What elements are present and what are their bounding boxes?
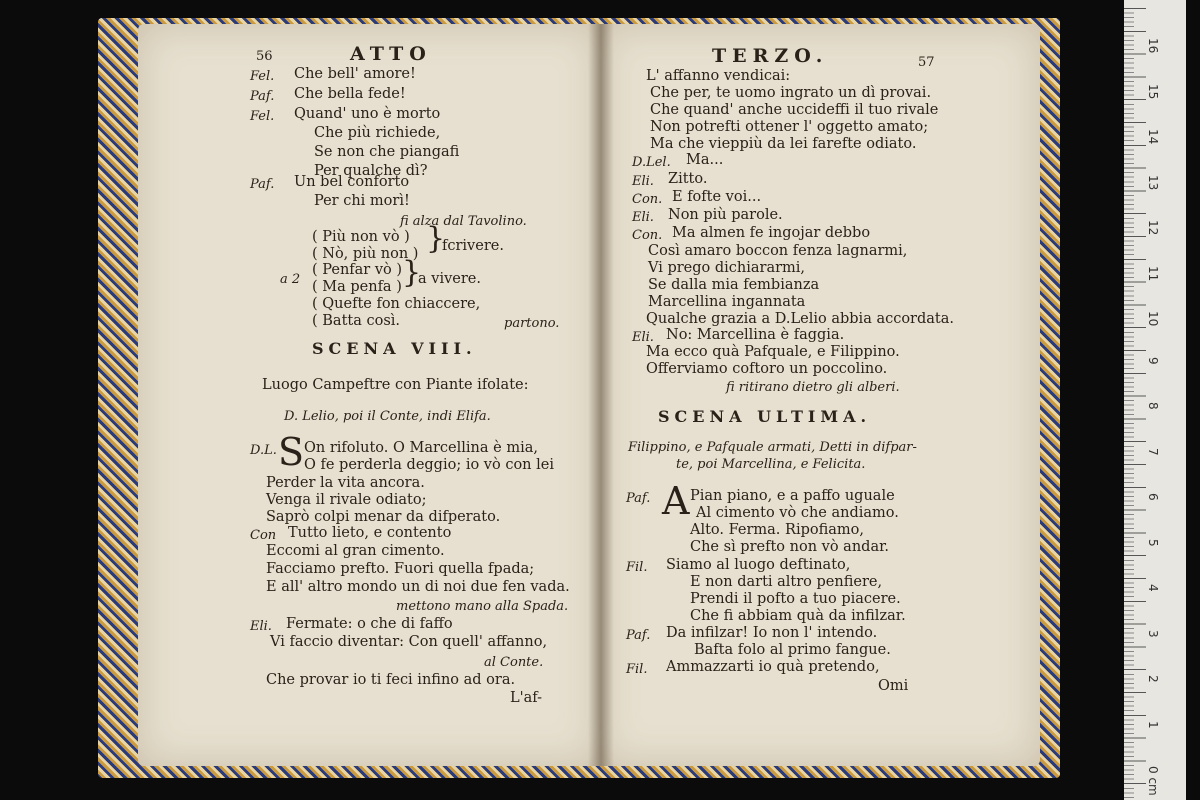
verse-line: Che più richiede, xyxy=(314,125,441,141)
page-number: 57 xyxy=(918,55,935,70)
verse-line: Vi prego dichiararmi, xyxy=(648,260,806,276)
verse-line: Un bel conforto xyxy=(294,174,410,190)
verse-line: E fofte voi... xyxy=(672,189,762,205)
speaker: Fel. xyxy=(250,69,275,84)
scene-title: SCENA VIII. xyxy=(312,339,477,358)
verse-line: Che bell' amore! xyxy=(294,66,416,82)
ruler-label: 0 cm xyxy=(1146,766,1160,796)
verse-line: Ma almen fe ingojar debbo xyxy=(672,225,871,241)
verse-line: Tutto lieto, e contento xyxy=(288,525,452,541)
verse-line: Pian piano, e a paffo uguale xyxy=(690,488,895,504)
speaker: Fel. xyxy=(250,109,275,124)
stage-direction: al Conte. xyxy=(484,655,544,670)
verse-line: Prendi il pofto a tuo piacere. xyxy=(690,591,901,607)
verse-line: Se dalla mia fembianza xyxy=(648,277,820,293)
verse-line: Per chi morì! xyxy=(314,193,410,209)
running-head: TERZO. xyxy=(712,45,829,67)
verse-line: Non più parole. xyxy=(668,207,783,223)
verse-line: On rifoluto. O Marcellina è mia, xyxy=(304,440,538,456)
duet-line: ( Più non vò ) xyxy=(312,229,410,245)
characters: D. Lelio, poi il Conte, indi Elifa. xyxy=(284,409,491,424)
speaker: Con. xyxy=(632,192,663,207)
left-page xyxy=(138,24,600,766)
drop-cap: A xyxy=(662,479,690,523)
verse-line: Ma ecco quà Pafquale, e Filippino. xyxy=(646,344,900,360)
verse-line: Perder la vita ancora. xyxy=(266,475,425,491)
running-head: ATTO xyxy=(350,43,432,65)
duet-word: a vivere. xyxy=(418,271,481,287)
verse-line: Che bella fede! xyxy=(294,86,406,102)
catchword: L'af- xyxy=(510,690,543,706)
verse-line: Bafta folo al primo fangue. xyxy=(694,642,891,658)
verse-line: Saprò colpi menar da difperato. xyxy=(266,509,501,525)
ruler-label: 10 xyxy=(1146,311,1160,327)
catchword: Omi xyxy=(878,678,909,694)
verse-line: Alto. Ferma. Ripofiamo, xyxy=(690,522,864,538)
verse-line: Che sì prefto non vò andar. xyxy=(690,539,890,555)
ruler-label: 7 xyxy=(1146,447,1160,456)
verse-line: Che per, te uomo ingrato un dì provai. xyxy=(650,85,932,101)
ruler-label: 9 xyxy=(1146,356,1160,365)
verse-line: Se non che piangafi xyxy=(314,144,460,160)
brace: } xyxy=(402,255,422,290)
duet-line: ( Penfar vò ) xyxy=(312,262,403,278)
speaker: Eli. xyxy=(250,619,272,634)
verse-line: No: Marcellina è faggia. xyxy=(666,327,845,343)
verse-line: Per qualche dì? xyxy=(314,163,428,179)
duet-marker: a 2 xyxy=(280,272,301,287)
drop-cap: S xyxy=(278,430,305,474)
verse-line: Siamo al luogo deftinato, xyxy=(666,557,851,573)
stage-direction: fi alza dal Tavolino. xyxy=(400,214,527,229)
characters: Filippino, e Pafquale armati, Detti in difpar- xyxy=(628,440,917,455)
verse-line: L' affanno vendicai: xyxy=(646,68,791,84)
stage-direction: partono. xyxy=(504,316,560,331)
scene-title: SCENA ULTIMA. xyxy=(658,407,872,426)
verse-line: Quand' uno è morto xyxy=(294,106,441,122)
speaker: Con. xyxy=(632,228,663,243)
verse-line: E non darti altro penfiere, xyxy=(690,574,883,590)
ruler-label: 6 xyxy=(1146,493,1160,501)
right-page xyxy=(600,24,1040,766)
speaker: Fil. xyxy=(626,560,648,575)
verse-line: Eccomi al gran cimento. xyxy=(266,543,445,559)
ruler-label: 2 xyxy=(1146,675,1160,683)
verse-line: Fermate: o che di faffo xyxy=(286,616,453,632)
ruler-label: 1 xyxy=(1146,720,1160,729)
speaker: Paf. xyxy=(626,628,651,643)
duet-line: ( Batta così. xyxy=(312,313,401,329)
verse-line: Così amaro boccon fenza lagnarmi, xyxy=(648,243,908,259)
stage-direction: mettono mano alla Spada. xyxy=(396,599,569,614)
speaker: Eli. xyxy=(632,210,654,225)
verse-line: Marcellina ingannata xyxy=(648,294,806,310)
book-gutter xyxy=(588,24,614,766)
verse-line: Al cimento vò che andiamo. xyxy=(696,505,899,521)
speaker: Paf. xyxy=(250,177,275,192)
verse-line: E all' altro mondo un di noi due fen vada. xyxy=(266,579,570,595)
verse-line: Ma che vieppiù da lei farefte odiato. xyxy=(650,136,917,152)
verse-line: Che fi abbiam quà da infilzar. xyxy=(690,608,906,624)
brace: } xyxy=(426,221,446,256)
verse-line: Che provar io ti feci infino ad ora. xyxy=(266,672,516,688)
verse-line: Venga il rivale odiato; xyxy=(266,492,427,508)
speaker: Fil. xyxy=(626,662,648,677)
ruler-label: 14 xyxy=(1146,129,1160,145)
duet-line: ( Ma penfa ) xyxy=(312,279,402,295)
ruler-label: 8 xyxy=(1146,402,1160,410)
ruler-label: 11 xyxy=(1146,265,1160,281)
duet-word: fcrivere. xyxy=(442,238,504,254)
stage-direction: fi ritirano dietro gli alberi. xyxy=(726,380,900,395)
verse-line: Ammazzarti io quà pretendo, xyxy=(666,659,880,675)
ruler-label: 12 xyxy=(1146,220,1160,236)
duet-line: ( Nò, più non ) xyxy=(312,246,419,262)
verse-line: Qualche grazia a D.Lelio abbia accordata. xyxy=(646,311,954,327)
verse-line: Vi faccio diventar: Con quell' affanno, xyxy=(270,634,548,650)
speaker: Eli. xyxy=(632,330,654,345)
ruler-label: 5 xyxy=(1146,538,1160,547)
speaker: Eli. xyxy=(632,174,654,189)
duet-line: ( Quefte fon chiaccere, xyxy=(312,296,481,312)
characters: te, poi Marcellina, e Felicita. xyxy=(676,457,866,472)
speaker: D.Lel. xyxy=(632,155,671,170)
ruler-label: 15 xyxy=(1146,83,1160,99)
speaker: D.L. xyxy=(250,443,277,458)
verse-line: Non potrefti ottener l' oggetto amato; xyxy=(650,119,929,135)
ruler-label: 16 xyxy=(1146,38,1160,54)
ruler-label: 3 xyxy=(1146,629,1160,638)
verse-line: O fe perderla deggio; io vò con lei xyxy=(304,457,554,473)
verse-line: Offerviamo coftoro un poccolino. xyxy=(646,361,888,377)
ruler-label: 13 xyxy=(1146,174,1160,190)
verse-line: Facciamo prefto. Fuori quella fpada; xyxy=(266,561,535,577)
verse-line: Ma... xyxy=(686,152,724,168)
speaker: Paf. xyxy=(626,491,651,506)
ruler-label: 4 xyxy=(1146,584,1160,592)
setting: Luogo Campeftre con Piante ifolate: xyxy=(262,377,529,393)
page-number: 56 xyxy=(256,49,273,64)
speaker: Con xyxy=(250,528,277,543)
verse-line: Che quand' anche uccideffi il tuo rivale xyxy=(650,102,939,118)
verse-line: Da infilzar! Io non l' intendo. xyxy=(666,625,878,641)
verse-line: Zitto. xyxy=(668,171,708,187)
speaker: Paf. xyxy=(250,89,275,104)
